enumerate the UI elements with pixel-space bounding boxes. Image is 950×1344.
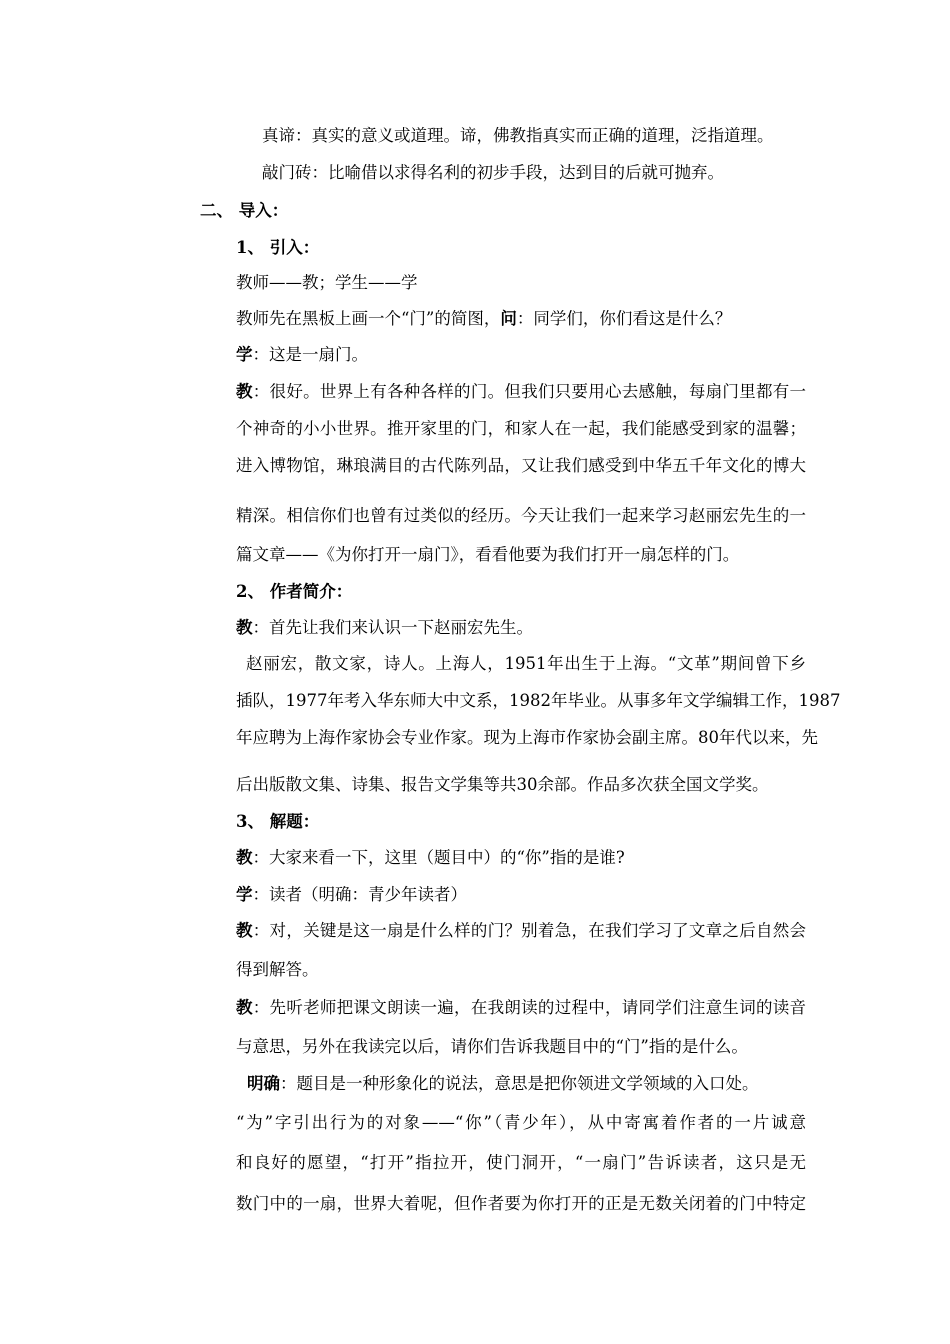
subsection-1-heading: 1、 引入： — [236, 238, 320, 257]
confirm-line — [247, 1073, 759, 1095]
teacher-label: 教 — [236, 382, 253, 401]
teacher-line — [236, 617, 533, 639]
subsection-3-heading: 3、 解题： — [236, 812, 320, 831]
teacher-paragraph-line: 篇文章——《为你打开一扇门》，看看他要为我们打开一扇怎样的门。 — [236, 545, 740, 564]
teacher-text: ：很好。世界上有各种各样的门。但我们只要用心去感触，每扇门里都有一 — [252, 382, 807, 401]
intro-line — [236, 308, 731, 330]
teacher-text: ：大家来看一下，这里（题目中）的“你”指的是谁? — [252, 848, 625, 867]
student-answer-text: ：读者（明确：青少年读者） — [252, 885, 467, 904]
teacher-text: ：先听老师把课文朗读一遍，在我朗读的过程中，请同学们注意生词的读音 — [252, 998, 807, 1017]
ask-label: 问 — [500, 309, 517, 328]
confirm-text: ：题目是一种形象化的说法，意思是把你领进文学领域的入口处。 — [280, 1074, 759, 1093]
teacher-paragraph-line: 进入博物馆，琳琅满目的古代陈列品，又让我们感受到中华五千年文化的博大 — [236, 456, 806, 475]
teacher-paragraph-line: 精深。相信你们也曾有过类似的经历。今天让我们一起来学习赵丽宏先生的一 — [236, 506, 806, 525]
teacher-text: ：对，关键是这一扇是什么样的门？别着急，在我们学习了文章之后自然会 — [252, 921, 807, 940]
roles-line: 教师——教；学生——学 — [236, 273, 418, 292]
section-2-heading: 二、 导入： — [200, 201, 289, 220]
gloss-qiaomenzhuan: 敲门砖：比喻借以求得名利的初步手段，达到目的后就可抛弃。 — [262, 163, 724, 182]
subsection-2-heading: 2、 作者简介： — [236, 582, 353, 601]
teacher-label: 教 — [236, 848, 253, 867]
author-bio-line: 后出版散文集、诗集、报告文学集等共30余部。作品多次获全国文学奖。 — [236, 775, 769, 794]
student-answer-text: ：这是一扇门。 — [252, 345, 368, 364]
student-label: 学 — [236, 345, 253, 364]
author-bio-line: 年应聘为上海作家协会专业作家。现为上海市作家协会副主席。80年代以来，先 — [236, 728, 818, 747]
teacher-label: 教 — [236, 921, 253, 940]
explanation-line: 和良好的愿望，“打开”指拉开，使门洞开，“一扇门”告诉读者，这只是无 — [236, 1153, 806, 1172]
intro-text: 教师先在黑板上画一个“门”的简图， — [236, 309, 501, 328]
author-bio-line: 插队，1977年考入华东师大中文系，1982年毕业。从事多年文学编辑工作，1987 — [236, 691, 841, 710]
teacher-paragraph-line — [236, 381, 806, 403]
confirm-label: 明确 — [247, 1074, 280, 1093]
teacher-paragraph-line: 个神奇的小小世界。推开家里的门，和家人在一起，我们能感受到家的温馨； — [236, 419, 806, 438]
explanation-line: 数门中的一扇，世界大着呢，但作者要为你打开的正是无数关闭着的门中特定 — [236, 1194, 806, 1213]
teacher-line — [236, 920, 806, 942]
student-answer-line — [236, 344, 368, 366]
teacher-text: ：首先让我们来认识一下赵丽宏先生。 — [252, 618, 533, 637]
author-bio-line: 赵丽宏，散文家，诗人。上海人，1951年出生于上海。“文革”期间曾下乡 — [246, 654, 806, 673]
teacher-label: 教 — [236, 998, 253, 1017]
teacher-line — [236, 997, 806, 1019]
gloss-zhendi: 真谛：真实的意义或道理。谛，佛教指真实而正确的道理，泛指道理。 — [262, 126, 774, 145]
teacher-line-continued: 与意思，另外在我读完以后，请你们告诉我题目中的“门”指的是什么。 — [236, 1037, 748, 1056]
student-answer-line — [236, 884, 467, 906]
ask-text: ：同学们，你们看这是什么？ — [516, 309, 732, 328]
teacher-label: 教 — [236, 618, 253, 637]
teacher-line-continued: 得到解答。 — [236, 960, 319, 979]
teacher-question-line — [236, 847, 625, 869]
explanation-line: “为”字引出行为的对象——“你”（青少年），从中寄寓着作者的一片诚意 — [236, 1113, 806, 1132]
student-label: 学 — [236, 885, 253, 904]
